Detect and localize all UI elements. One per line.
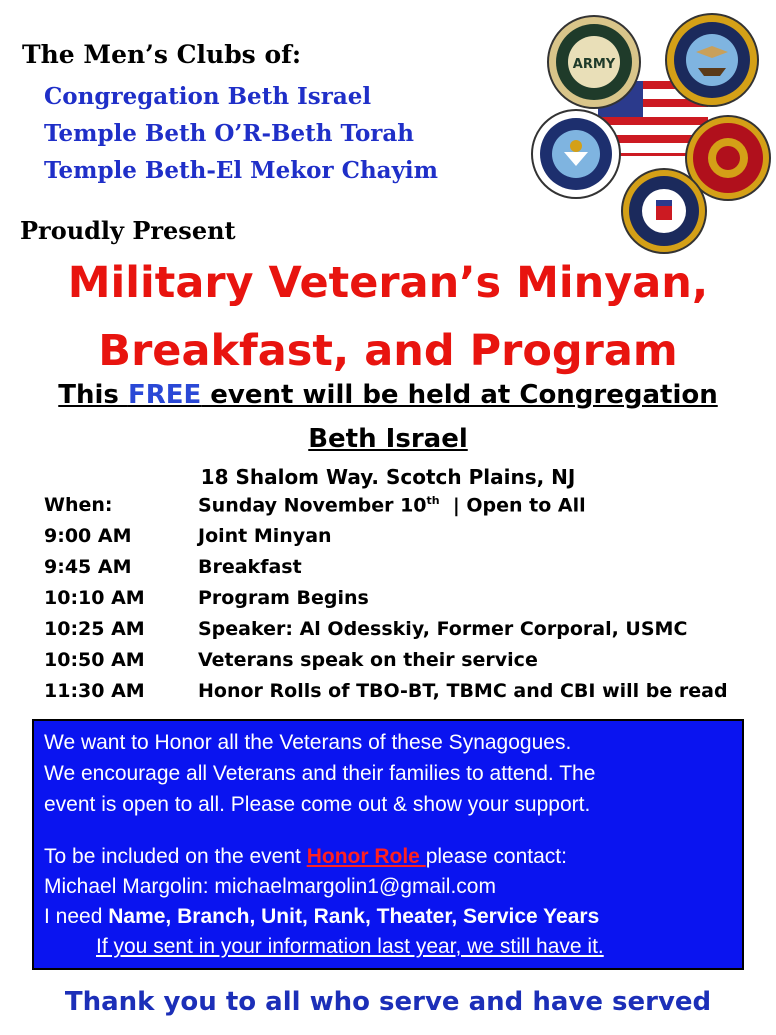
clubs-heading: The Men’s Clubs of: (22, 40, 302, 69)
coast-guard-seal-icon (622, 169, 706, 253)
venue-name: Beth Israel (308, 424, 468, 454)
club-name-tbemc: Temple Beth-El Mekor Chayim (44, 157, 439, 184)
schedule-desc: Veterans speak on their service (198, 649, 538, 671)
schedule-desc: Sunday November 10th | Open to All (198, 494, 586, 517)
venue-address: 18 Shalom Way. Scotch Plains, NJ (200, 465, 576, 489)
info-text: event is open to all. Please come out & show your support. (44, 793, 591, 816)
free-word: FREE (127, 380, 202, 410)
schedule-desc: Joint Minyan (198, 525, 332, 547)
free-event-line (0, 380, 776, 410)
schedule-time: 10:50 AM (44, 649, 145, 671)
info-box (32, 719, 744, 970)
event-title-line2: Breakfast, and Program (98, 326, 678, 376)
club-name-cbi: Congregation Beth Israel (44, 83, 372, 110)
club-name-tbobt: Temple Beth O’R-Beth Torah (44, 120, 415, 147)
contact-line: To be included on the event Honor Role please contact: (44, 845, 567, 868)
needed-info-list: Name, Branch, Unit, Rank, Theater, Service Years (108, 905, 600, 928)
honor-role-link[interactable]: Honor Role (306, 845, 426, 868)
schedule-desc: Speaker: Al Odesskiy, Former Corporal, USMC (198, 618, 688, 640)
contact-person: Michael Margolin: michaelmargolin1@gmail.com (44, 875, 496, 898)
army-seal-icon (548, 16, 640, 108)
proudly-present: Proudly Present (20, 216, 236, 245)
last-year-note: If you sent in your information last year, we still have it. (96, 935, 604, 958)
air-force-seal-icon (532, 110, 620, 198)
schedule-desc: Program Begins (198, 587, 369, 609)
schedule-time: When: (44, 494, 113, 516)
info-text: We encourage all Veterans and their families to attend. The (44, 762, 596, 785)
schedule-time: 9:45 AM (44, 556, 132, 578)
schedule-time: 10:25 AM (44, 618, 145, 640)
army-seal-label: ARMY (572, 57, 616, 72)
needed-info-line: I need Name, Branch, Unit, Rank, Theater, Service Years (44, 905, 600, 928)
event-title-line1: Military Veteran’s Minyan, (67, 258, 709, 308)
military-seals-graphic (528, 6, 774, 256)
navy-seal-icon (666, 14, 758, 106)
schedule-time: 11:30 AM (44, 680, 145, 702)
free-line-suffix: event will be held at Congregation (201, 380, 718, 410)
schedule-desc: Honor Rolls of TBO-BT, TBMC and CBI will be read (198, 680, 728, 702)
info-text: We want to Honor all the Veterans of these Synagogues. (44, 731, 572, 754)
thank-you-footer: Thank you to all who serve and have served (64, 987, 712, 1017)
schedule-desc: Breakfast (198, 556, 302, 578)
free-line-prefix: This (58, 380, 128, 410)
schedule-time: 10:10 AM (44, 587, 145, 609)
schedule-time: 9:00 AM (44, 525, 132, 547)
